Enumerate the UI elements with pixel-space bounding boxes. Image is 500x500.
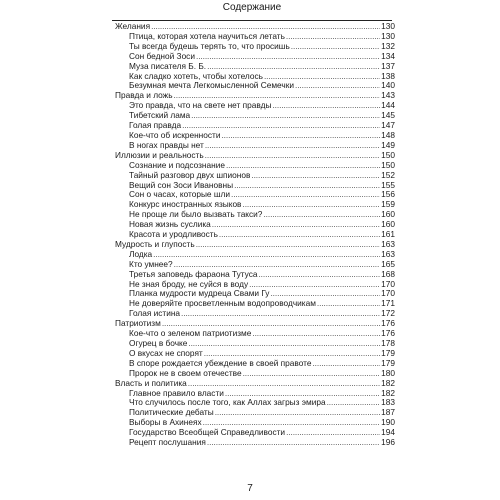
toc-leader-dots — [234, 181, 380, 191]
toc-leader-dots — [215, 408, 380, 418]
toc-entry-page: 150 — [381, 159, 395, 170]
toc-entry-title: Огурец в бочке — [129, 338, 188, 348]
toc-entry-title: Вещий сон Зоси Ивановны — [129, 179, 234, 190]
toc-entry-page: 134 — [381, 50, 395, 61]
toc-entry-title: Ты всегда будешь терять то, что просишь — [129, 40, 290, 51]
toc-entry-page: 178 — [381, 338, 395, 348]
table-of-contents — [115, 22, 395, 448]
toc-entry-title: Власть и политика — [115, 377, 187, 388]
toc-leader-dots — [196, 52, 380, 62]
toc-entry-page: 143 — [381, 90, 395, 101]
toc-entry-page: 187 — [381, 407, 395, 418]
toc-leader-dots — [205, 151, 380, 161]
toc-entry-page: 170 — [381, 288, 395, 299]
toc-entry-title: О вкусах не спорят — [129, 347, 203, 358]
toc-leader-dots — [317, 299, 380, 309]
toc-entry-title: Муза писателя Б. Б. — [129, 60, 207, 71]
toc-leader-dots — [295, 81, 380, 91]
toc-entry-page: 144 — [381, 100, 395, 111]
toc-leader-dots — [242, 200, 380, 210]
toc-entry-page: 152 — [381, 169, 395, 180]
toc-entry-page: 168 — [381, 268, 395, 279]
toc-entry-title: Не зная броду, не суйся в воду — [129, 278, 249, 289]
toc-entry — [115, 171, 395, 181]
toc-entry-page: 170 — [381, 278, 395, 289]
toc-leader-dots — [205, 141, 380, 151]
toc-entry-title: Политические дебаты — [129, 407, 214, 418]
toc-entry-title: Лодка — [129, 248, 153, 259]
toc-entry-title: Мудрость и глупость — [115, 238, 195, 249]
header-title: Содержание — [222, 2, 282, 13]
toc-entry-title: Красота и уродливость — [129, 229, 218, 240]
toc-leader-dots — [196, 240, 380, 250]
toc-entry-page: 190 — [381, 417, 395, 428]
toc-entry-title: Новая жизнь суслика — [129, 219, 211, 230]
toc-entry-page: 176 — [381, 318, 395, 329]
toc-entry-page: 176 — [381, 328, 395, 339]
toc-entry-title: Пророк не в своем отечестве — [129, 367, 242, 378]
toc-entry-page: 171 — [381, 298, 395, 309]
toc-entry-title: Планка мудрости мудреца Свами Гу — [129, 288, 270, 299]
toc-entry-page: 130 — [381, 21, 395, 31]
toc-entry-page: 132 — [381, 40, 395, 51]
toc-entry-page: 138 — [381, 70, 395, 81]
toc-entry-title: Главное правило власти — [129, 387, 224, 398]
toc-leader-dots — [258, 270, 380, 280]
toc-entry-title: Третья заповедь фараона Тутуса — [129, 268, 258, 279]
toc-entry-title: Что случилось после того, как Аллах загрыз эмира — [129, 397, 326, 408]
toc-entry-page: 161 — [381, 229, 395, 240]
running-header — [112, 0, 392, 21]
toc-leader-dots — [291, 42, 380, 52]
toc-entry-page: 182 — [381, 377, 395, 388]
toc-entry-page: 150 — [381, 149, 395, 160]
toc-entry-title: Как сладко хотеть, чтобы хотелось — [129, 70, 263, 81]
toc-leader-dots — [263, 210, 380, 220]
toc-leader-dots — [188, 339, 380, 349]
toc-leader-dots — [243, 369, 381, 379]
toc-entry-title: Сознание и подсознание — [129, 159, 225, 170]
toc-entry-page: 137 — [381, 60, 395, 71]
toc-entry-page: 180 — [381, 367, 395, 378]
toc-entry-title: Кое-что об искренности — [129, 129, 221, 140]
toc-entry-title: Сон бедной Зоси — [129, 50, 195, 61]
toc-entry-page: 147 — [381, 120, 395, 131]
toc-entry-title: Государство Всеобщей Справедливости — [129, 427, 286, 438]
toc-entry-title: Это правда, что на свете нет правды — [129, 100, 272, 111]
page-number: 7 — [247, 483, 253, 494]
toc-entry-title: Тайный разговор двух шпионов — [129, 169, 251, 180]
toc-entry-title: Выборы в Ахинеях — [129, 417, 202, 428]
toc-entry-page: 140 — [381, 80, 395, 91]
toc-entry-title: Не проще ли было вызвать такси? — [129, 209, 263, 220]
toc-entry-title: Голая истина — [129, 308, 181, 319]
toc-entry-page: 149 — [381, 139, 395, 150]
toc-entry-page: 159 — [381, 199, 395, 210]
toc-entry-title: Иллюзии и реальность — [115, 149, 204, 160]
toc-entry-title: Не доверяйте просветленным водопроводчикам — [129, 298, 316, 309]
toc-entry-page: 156 — [381, 189, 395, 200]
toc-entry-title: Птица, которая хотела научиться летать — [129, 30, 285, 41]
toc-entry-page: 155 — [381, 179, 395, 190]
toc-entry-page: 160 — [381, 219, 395, 230]
toc-entry-page: 194 — [381, 427, 395, 438]
toc-entry-title: Конкурс иностранных языков — [129, 199, 242, 210]
toc-entry-page: 182 — [381, 387, 395, 398]
toc-entry-page: 160 — [381, 209, 395, 220]
toc-entry-page: 196 — [381, 437, 395, 448]
toc-leader-dots — [153, 250, 380, 260]
toc-entry-page: 163 — [381, 238, 395, 249]
toc-entry-title: Голая правда — [129, 120, 182, 131]
toc-entry-title: Безумная мечта Легкомысленной Семечки — [129, 80, 294, 91]
toc-entry-title: Патриотизм — [115, 318, 161, 329]
toc-leader-dots — [286, 32, 380, 42]
toc-entry-page: 130 — [381, 30, 395, 41]
toc-entry-title: В споре рождается убеждение в своей правоте — [129, 357, 312, 368]
toc-entry-page: 148 — [381, 129, 395, 140]
toc-leader-dots — [221, 131, 380, 141]
toc-leader-dots — [286, 428, 380, 438]
toc-leader-dots — [231, 190, 380, 200]
toc-entry-title: Правда и ложь — [115, 90, 173, 101]
toc-entry-title: Тибетский лама — [129, 110, 191, 121]
toc-entry-title: Кто умнее? — [129, 258, 173, 269]
toc-entry-page: 165 — [381, 258, 395, 269]
toc-entry-page: 172 — [381, 308, 395, 319]
toc-entry-page: 183 — [381, 397, 395, 408]
toc-entry-title: Кое-что о зеленом патриотизме — [129, 328, 252, 339]
toc-section-entry — [115, 240, 395, 250]
toc-entry-title: Сон о часах, которые шли — [129, 189, 230, 200]
toc-entry-title: В ногах правды нет — [129, 139, 204, 150]
toc-leader-dots — [181, 309, 380, 319]
toc-entry-title: Желания — [115, 21, 151, 31]
toc-entry-page: 179 — [381, 347, 395, 358]
toc-leader-dots — [219, 230, 380, 240]
toc-leader-dots — [207, 438, 380, 448]
toc-entry-page: 179 — [381, 357, 395, 368]
toc-leader-dots — [327, 398, 381, 408]
toc-leader-dots — [252, 329, 380, 339]
toc-entry-page: 145 — [381, 110, 395, 121]
toc-leader-dots — [212, 220, 380, 230]
toc-entry — [115, 438, 395, 448]
toc-leader-dots — [272, 101, 380, 111]
toc-entry-page: 163 — [381, 248, 395, 259]
toc-entry-title: Рецепт послушания — [129, 437, 206, 448]
toc-leader-dots — [312, 359, 380, 369]
toc-leader-dots — [191, 111, 380, 121]
toc-leader-dots — [251, 171, 380, 181]
